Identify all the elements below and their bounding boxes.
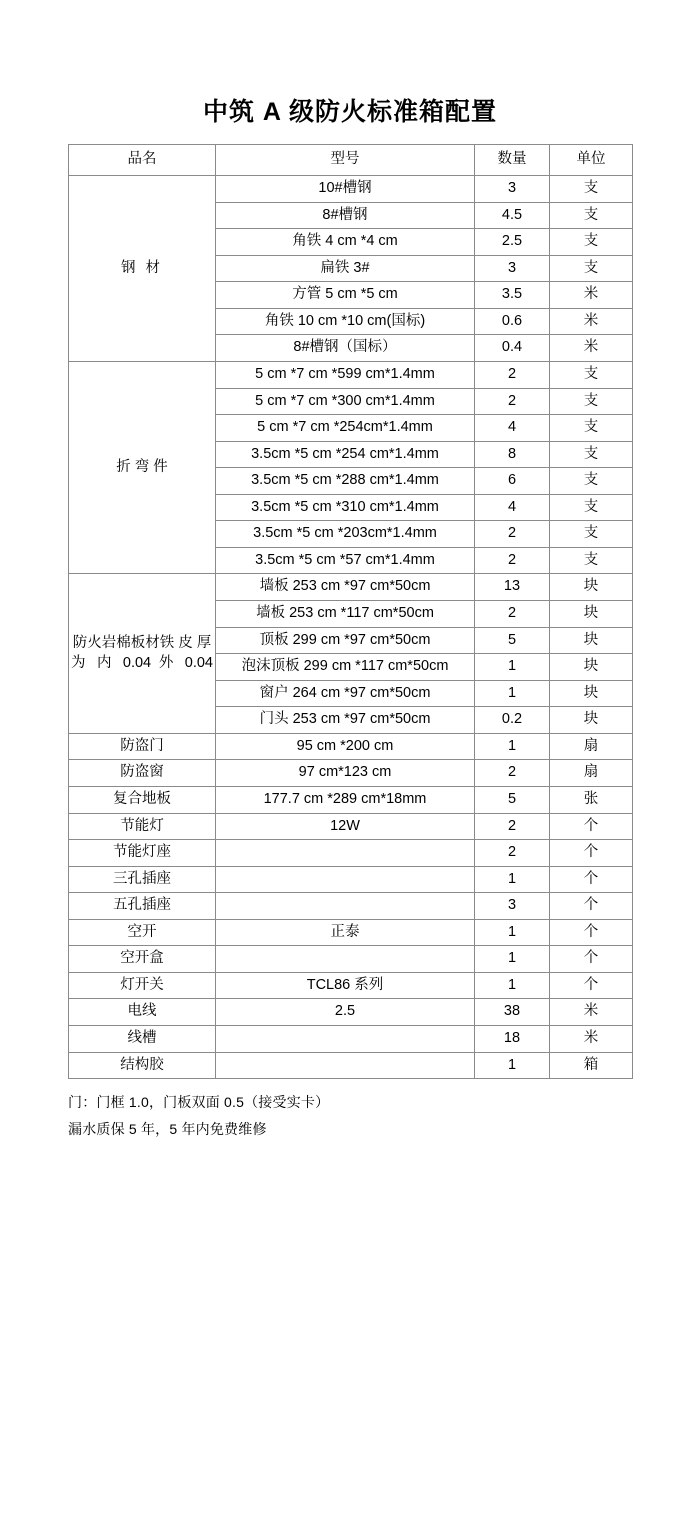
cell-model: 10#槽钢 [216,176,475,203]
cell-unit: 米 [550,999,633,1026]
cell-model: 正泰 [216,919,475,946]
cell-unit: 米 [550,1026,633,1053]
cell-qty: 0.4 [475,335,550,362]
cell-unit: 扇 [550,760,633,787]
cell-qty: 2.5 [475,229,550,256]
cell-qty: 3 [475,255,550,282]
cell-model [216,1026,475,1053]
cell-model [216,946,475,973]
cell-model: 泡沫顶板 299 cm *117 cm*50cm [216,654,475,681]
cell-unit: 米 [550,335,633,362]
table-row [69,1026,633,1053]
column-header-name: 品名 [69,145,216,176]
cell-qty: 1 [475,1052,550,1079]
table-row [69,786,633,813]
cell-name: 线槽 [69,1026,216,1053]
table-row [69,866,633,893]
group-name-steel: 钢 材 [69,176,216,362]
cell-model: 12W [216,813,475,840]
cell-model: 97 cm*123 cm [216,760,475,787]
cell-qty: 1 [475,654,550,681]
cell-unit: 支 [550,255,633,282]
footnotes [68,1079,632,1142]
cell-model: 方管 5 cm *5 cm [216,282,475,309]
table-row [69,760,633,787]
cell-qty: 2 [475,361,550,388]
column-header-qty: 数量 [475,145,550,176]
cell-unit: 支 [550,521,633,548]
cell-qty: 2 [475,601,550,628]
table-header-row [69,145,633,176]
cell-unit: 支 [550,176,633,203]
cell-model: 3.5cm *5 cm *310 cm*1.4mm [216,494,475,521]
cell-name: 复合地板 [69,786,216,813]
cell-unit: 支 [550,229,633,256]
table-row [69,840,633,867]
cell-name: 防盗窗 [69,760,216,787]
cell-unit: 个 [550,840,633,867]
cell-model: 3.5cm *5 cm *57 cm*1.4mm [216,547,475,574]
cell-unit: 支 [550,202,633,229]
cell-unit: 扇 [550,733,633,760]
cell-qty: 8 [475,441,550,468]
cell-model: 2.5 [216,999,475,1026]
table-row [69,972,633,999]
cell-name: 五孔插座 [69,893,216,920]
cell-unit: 支 [550,547,633,574]
table-row [69,361,633,388]
cell-unit: 支 [550,441,633,468]
cell-qty: 3 [475,893,550,920]
cell-qty: 3 [475,176,550,203]
cell-qty: 2 [475,760,550,787]
cell-model: 门头 253 cm *97 cm*50cm [216,707,475,734]
cell-qty: 2 [475,388,550,415]
cell-name: 结构胶 [69,1052,216,1079]
table-header [69,145,633,176]
cell-qty: 1 [475,680,550,707]
footnote-warranty: 漏水质保 5 年，5 年内免费维修 [68,1120,267,1137]
cell-model [216,1052,475,1079]
cell-model: 墙板 253 cm *97 cm*50cm [216,574,475,601]
cell-unit: 块 [550,654,633,681]
cell-model: 5 cm *7 cm *254cm*1.4mm [216,415,475,442]
cell-unit: 个 [550,919,633,946]
cell-qty: 38 [475,999,550,1026]
cell-qty: 0.2 [475,707,550,734]
cell-unit: 米 [550,282,633,309]
cell-unit: 个 [550,972,633,999]
cell-model: 顶板 299 cm *97 cm*50cm [216,627,475,654]
cell-qty: 5 [475,786,550,813]
cell-unit: 支 [550,468,633,495]
table-row [69,1052,633,1079]
table-row [69,574,633,601]
cell-qty: 2 [475,521,550,548]
cell-qty: 0.6 [475,308,550,335]
column-header-model: 型号 [216,145,475,176]
configuration-table [68,144,633,1079]
cell-unit: 箱 [550,1052,633,1079]
cell-model: 角铁 10 cm *10 cm(国标) [216,308,475,335]
cell-unit: 个 [550,813,633,840]
cell-qty: 4 [475,494,550,521]
cell-qty: 1 [475,946,550,973]
cell-qty: 4.5 [475,202,550,229]
cell-unit: 个 [550,866,633,893]
cell-model: 8#槽钢 [216,202,475,229]
cell-qty: 1 [475,733,550,760]
table-row [69,176,633,203]
cell-qty: 3.5 [475,282,550,309]
cell-unit: 米 [550,308,633,335]
column-header-unit: 单位 [550,145,633,176]
cell-unit: 块 [550,574,633,601]
cell-unit: 个 [550,893,633,920]
cell-model [216,866,475,893]
cell-model: TCL86 系列 [216,972,475,999]
cell-name: 电线 [69,999,216,1026]
cell-qty: 13 [475,574,550,601]
cell-unit: 张 [550,786,633,813]
table-row [69,813,633,840]
cell-unit: 支 [550,415,633,442]
cell-model: 5 cm *7 cm *300 cm*1.4mm [216,388,475,415]
cell-qty: 6 [475,468,550,495]
cell-name: 空开 [69,919,216,946]
table-body [69,176,633,1079]
cell-unit: 块 [550,680,633,707]
cell-model: 3.5cm *5 cm *203cm*1.4mm [216,521,475,548]
cell-unit: 支 [550,494,633,521]
cell-name: 防盗门 [69,733,216,760]
cell-name: 三孔插座 [69,866,216,893]
cell-model: 95 cm *200 cm [216,733,475,760]
cell-model [216,893,475,920]
table-row [69,946,633,973]
cell-unit: 支 [550,388,633,415]
cell-model: 3.5cm *5 cm *288 cm*1.4mm [216,468,475,495]
cell-unit: 块 [550,601,633,628]
cell-model: 角铁 4 cm *4 cm [216,229,475,256]
table-row [69,893,633,920]
cell-qty: 18 [475,1026,550,1053]
cell-model: 177.7 cm *289 cm*18mm [216,786,475,813]
table-row [69,999,633,1026]
footnote-door: 门：门框 1.0，门板双面 0.5（接受实卡） [68,1094,330,1111]
cell-qty: 2 [475,840,550,867]
cell-qty: 2 [475,547,550,574]
cell-model: 窗户 264 cm *97 cm*50cm [216,680,475,707]
cell-model: 5 cm *7 cm *599 cm*1.4mm [216,361,475,388]
cell-name: 节能灯座 [69,840,216,867]
cell-unit: 块 [550,707,633,734]
cell-name: 节能灯 [69,813,216,840]
cell-qty: 5 [475,627,550,654]
page-title: 中筑 A 级防火标准箱配置 [202,98,498,126]
cell-model: 3.5cm *5 cm *254 cm*1.4mm [216,441,475,468]
cell-unit: 支 [550,361,633,388]
group-name-rockwool-panel: 防火岩棉板材铁 皮 厚 为 内 0.04 外 0.04 [69,574,216,733]
cell-qty: 2 [475,813,550,840]
cell-name: 灯开关 [69,972,216,999]
cell-qty: 1 [475,972,550,999]
cell-name: 空开盒 [69,946,216,973]
cell-qty: 1 [475,919,550,946]
cell-model [216,840,475,867]
cell-unit: 个 [550,946,633,973]
table-row [69,733,633,760]
cell-unit: 块 [550,627,633,654]
cell-model: 墙板 253 cm *117 cm*50cm [216,601,475,628]
cell-model: 8#槽钢（国标） [216,335,475,362]
table-row [69,919,633,946]
cell-qty: 1 [475,866,550,893]
cell-model: 扁铁 3# [216,255,475,282]
cell-qty: 4 [475,415,550,442]
group-name-bent-parts: 折 弯 件 [69,361,216,574]
